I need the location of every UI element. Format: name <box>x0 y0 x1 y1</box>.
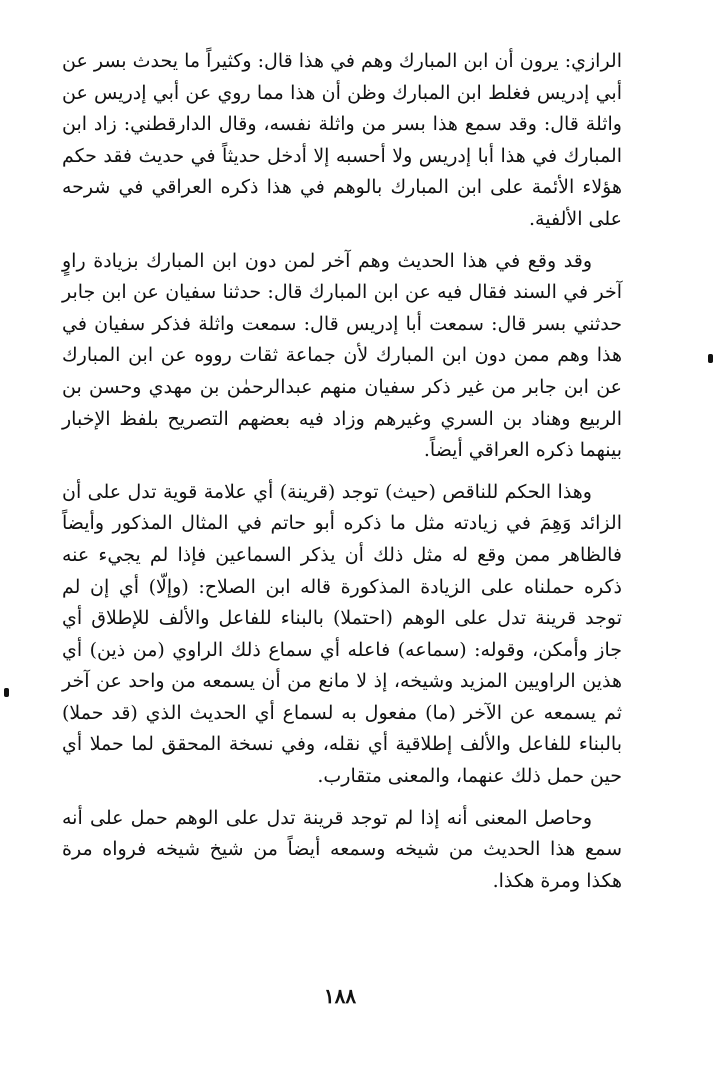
paragraph-4: وحاصل المعنى أنه إذا لم توجد قرينة تدل على الوهم حمل على أنه سمع هذا الحديث من شيخه وسمعه أيضاً من شيخ شيخه فرواه مرة هكذا ومرة هكذا. <box>62 806 622 892</box>
margin-mark <box>4 688 9 697</box>
page-number: ١٨٨ <box>323 984 357 1008</box>
paragraph-1: الرازي: يرون أن ابن المبارك وهم في هذا قال: وكثيراً ما يحدث بسر عن أبي إدريس فغلط ابن المبارك وظن أن هذا مما روي عن أبي إدريس عن واثلة قال: وقد سمع هذا بسر من واثلة نفسه، وقال الدارقطني: زاد ابن المبارك في هذا أبا إدريس ولا أحسبه إلا أدخل حديثاً في حديث فقد حكم هؤلاء الأئمة على ابن المبارك بالوهم في هذا ذكره العراقي في شرحه على الألفية. <box>62 50 622 230</box>
body-text <box>62 46 622 897</box>
paragraph-3: وهذا الحكم للناقص (حيث) توجد (قرينة) أي علامة قوية تدل على أن الزائد وَهِمَ في زيادته مثل ما ذكره أبو حاتم في المثال المذكور وأيضاً فالظاهر ممن وقع له مثل ذلك أن يذكر السماعين فإذا لم يجيء عنه ذكره حملناه على الزيادة المذكورة قاله ابن الصلاح: (وإلّا) أي إن لم توجد قرينة تدل على الوهم (احتملا) بالبناء للفاعل والألف للإطلاق أي جاز وأمكن، وقوله: (سماعه) فاعله أي سماع ذلك الراوي (من ذين) أي هذين الراويين المزيد وشيخه، إذ لا مانع من أن يسمعه من واحد عن آخر ثم يسمعه عن الآخر (ما) مفعول به لسماع أي الحديث الذي (قد حملا) بالبناء للفاعل والألف إطلاقية أي نقله، وفي نسخة المحقق لما حملا أي حين حمل ذلك عنهما، والمعنى متقارب. <box>62 480 622 788</box>
paragraph-2: وقد وقع في هذا الحديث وهم آخر لمن دون ابن المبارك بزيادة راوٍ آخر في السند فقال فيه عن ابن المبارك قال: حدثنا سفيان عن ابن جابر حدثني بسر قال: سمعت أبا إدريس قال: سمعت واثلة فذكر سفيان في هذا وهم ممن دون ابن المبارك لأن جماعة ثقات رووه عن ابن المبارك عن ابن جابر من غير ذكر سفيان منهم عبدالرحمٰن بن مهدي وحسن بن الربيع وهناد بن السري وغيرهم وزاد فيه بعضهم التصريح بلفظ الإخبار بينهما ذكره العراقي أيضاً. <box>62 249 622 462</box>
margin-mark <box>708 354 713 363</box>
